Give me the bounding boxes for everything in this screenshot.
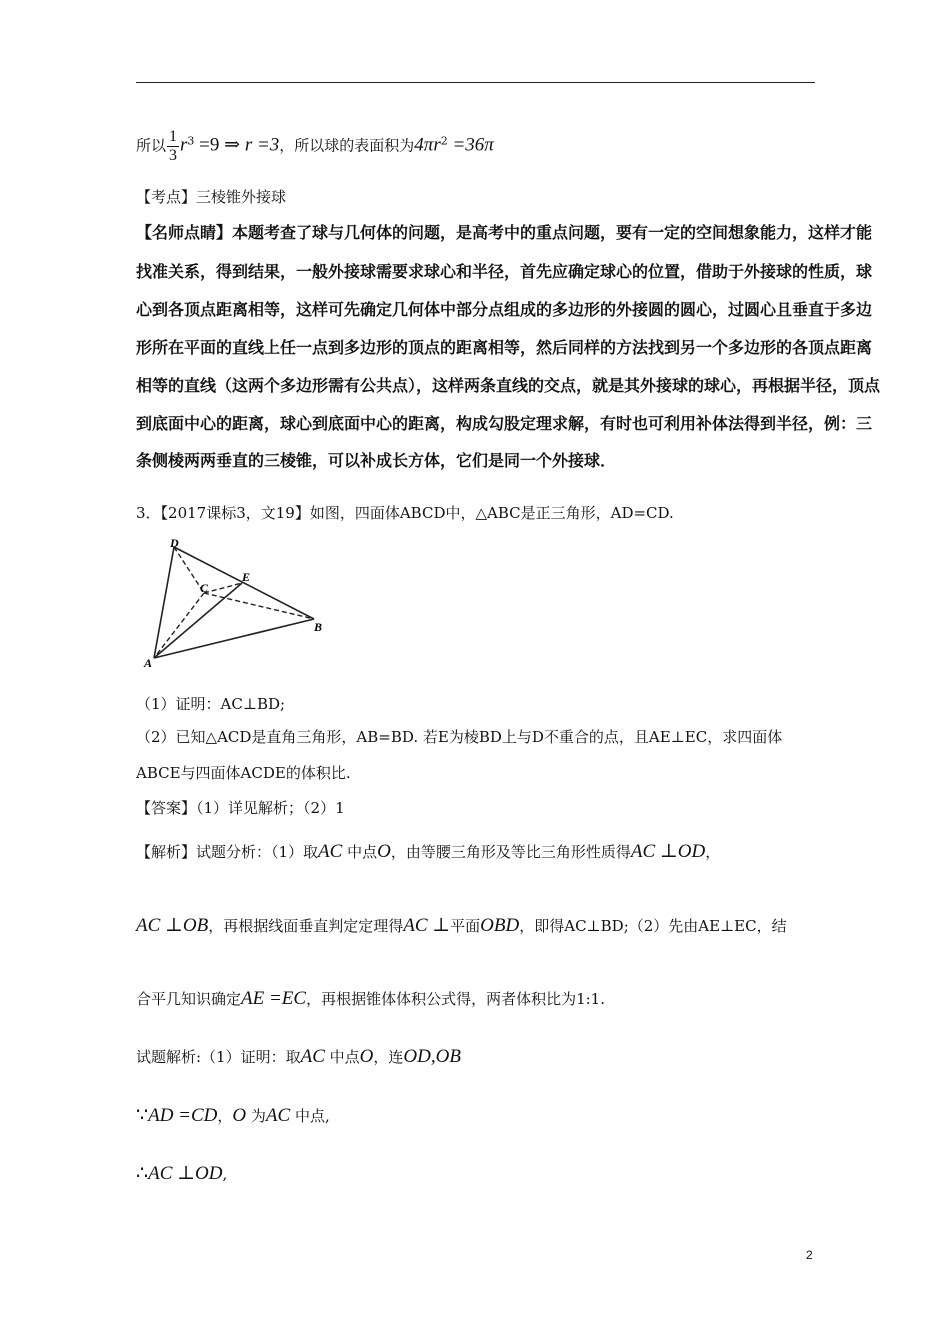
text-comma: ， [217,1107,233,1125]
formula-line-1 [136,128,494,165]
math-AC-perp-OD: AC ⊥OD [148,1163,223,1184]
fraction-numerator: 1 [169,128,178,145]
text-theorem: ，再根据线面垂直判定定理得 [208,917,404,935]
paragraph-line-5: 相等的直线（这两个多边形需有公共点），这样两条直线的交点，就是其外接球的球心，再根据半径，顶点 [136,376,881,395]
paragraph-line-4: 形所在平面的直线上任一点到多边形的顶点的距离相等，然后同样的方法找到另一个多边形的各顶点距离 [136,338,873,357]
math-AC-perp: AC ⊥ [403,915,451,936]
therefore-symbol: ∴ [136,1163,149,1184]
text-comma: , [222,1165,228,1183]
text-prefix: 所以 [136,136,167,155]
text-is: 为 [246,1107,266,1125]
header-rule [136,82,815,83]
math-AC: AC [318,841,343,862]
paragraph-line-2: 找准关系，得到结果，一般外接球需要求球心和半径，首先应确定球心的位置，借助于外接球的性质，球 [136,262,873,281]
math-OD-OB: OD,OB [403,1046,461,1067]
text-combine: 合平几知识确定 [136,990,242,1008]
question-3-part-1: （1）证明：AC⊥BD; [136,695,286,713]
math-O: O [359,1046,374,1067]
question-3-part-2a: （2）已知△ACD是直角三角形，AB=BD. 若E为棱BD上与D不重合的点，且AE⊥EC，求四面体 [136,728,783,746]
paragraph-line-1: 【名师点睛】本题考查了球与几何体的问题，是高考中的重点问题，要有一定的空间想象能力，这样才能 [136,223,873,242]
solution-line-3 [136,1162,227,1185]
text-solution-start: 试题解析:（1）证明：取 [136,1048,301,1066]
text-midpoint: 中点, [290,1107,330,1125]
math-AC-perp-OD: AC ⊥OD [630,841,706,862]
analysis-label: 【解析】试题分析：（1）取 [136,843,319,861]
equation-r: r =3 [244,134,280,156]
paragraph-line-6: 到底面中心的距离，球心到底面中心的距离，构成勾股定理求解，有时也可利用补体法得到半径，例：三 [136,414,873,433]
question-3-part-2b: ABCE与四面体ACDE的体积比. [136,764,351,782]
solution-line-1 [136,1046,461,1068]
text-mid: ，所以球的表面积为 [279,136,415,155]
analysis-line-3 [136,988,605,1010]
label-C: C [200,581,209,595]
surface-area-value: =36π [447,134,494,156]
label-D: D [170,536,179,550]
math-AC: AC [300,1046,325,1067]
edge-DA [154,547,174,658]
surface-area-formula: 4πr [414,134,441,156]
fraction-denominator: 3 [169,147,178,164]
math-O: O [232,1105,247,1126]
analysis-line-2 [136,914,787,937]
tetrahedron-figure [136,535,336,674]
question-3-title: 3．【2017课标3，文19】如图，四面体ABCD中，△ABC是正三角形，AD=CD. [136,504,674,522]
math-AC: AC [265,1105,291,1126]
tetrahedron-svg [136,535,336,670]
var-r: r [180,134,188,156]
math-AE-eq-EC: AE =EC [241,988,307,1009]
exponent-3: 3 [187,134,195,148]
kaodian-line: 【考点】三棱锥外接球 [136,188,287,206]
text-reasoning: ，由等腰三角形及等比三角形性质得 [390,843,631,861]
math-AC-perp-OB: AC ⊥OB [136,915,209,936]
text-conclusion: ，即得AC⊥BD;（2）先由AE⊥EC，结 [519,917,787,935]
edge-CB-dashed [204,593,314,619]
math-OBD: OBD [480,915,520,936]
text-ratio: ，再根据锥体体积公式得，两者体积比为1:1. [306,990,605,1008]
because-symbol: ∵ [136,1105,149,1126]
label-E: E [242,570,251,584]
text-connect: ，连 [373,1048,404,1066]
solution-line-2 [136,1104,330,1127]
text-plane: 平面 [450,917,481,935]
equation-part: =9 ⇒ [194,134,245,156]
label-B: B [314,620,323,634]
paragraph-line-3: 心到各顶点距离相等，这样可先确定几何体中部分点组成的多边形的外接圆的圆心，过圆心且垂直于多边 [136,300,873,319]
exponent-2: 2 [440,134,448,148]
text-comma: ， [705,843,721,861]
label-A: A [144,656,153,670]
analysis-line-1 [136,840,720,863]
text-midpoint: 中点 [324,1048,360,1066]
answer-line: 【答案】（1）详见解析；（2）1 [136,799,345,817]
paragraph-line-7: 条侧棱两两垂直的三棱锥，可以补成长方体，它们是同一个外接球． [136,451,617,470]
fraction [167,128,179,165]
math-AD-eq-CD: AD =CD [148,1105,218,1126]
math-O: O [377,841,391,862]
page-number: 2 [806,1248,813,1262]
text-midpoint: 中点 [342,843,378,861]
